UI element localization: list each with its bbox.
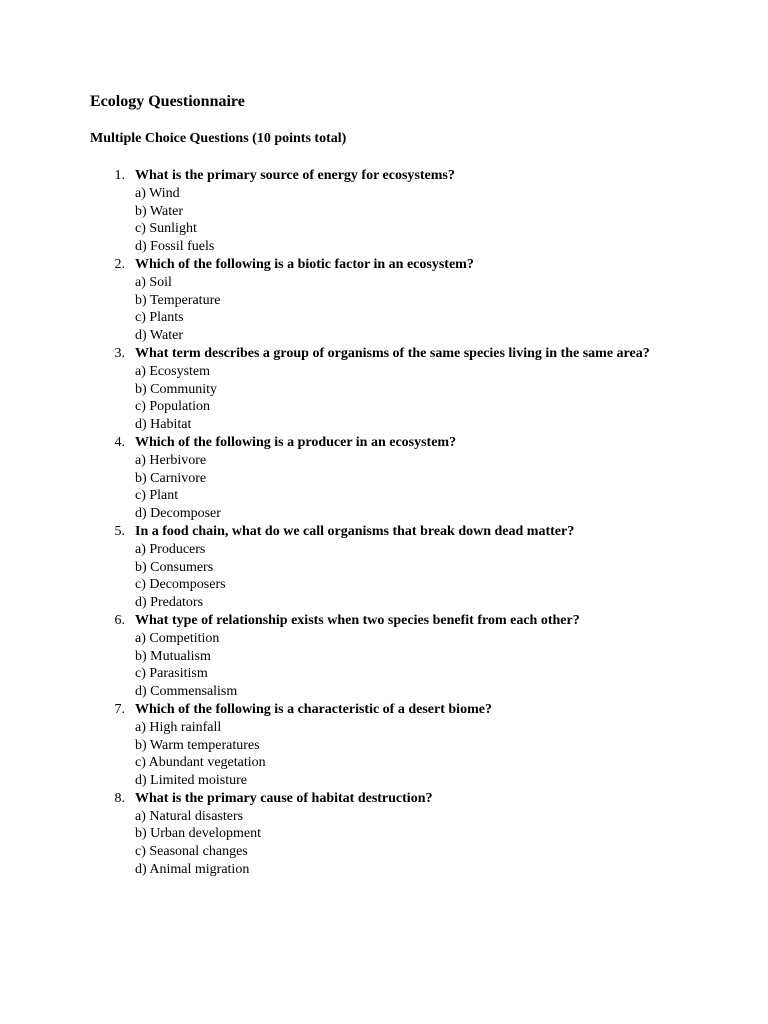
question-number: 3. [114,345,125,361]
question-item [90,523,670,612]
answer-option: d) Water [135,328,183,344]
question-number: 4. [114,434,125,450]
answer-options [135,363,670,434]
question-text: What is the primary cause of habitat destruction? [135,790,433,806]
question-text: What term describes a group of organisms of the same species living in the same area? [135,345,650,361]
section-heading: Multiple Choice Questions (10 points total) [90,131,347,146]
question-text: Which of the following is a producer in an ecosystem? [135,434,457,450]
answer-options [135,541,670,612]
question-item [90,256,670,345]
answer-option: c) Seasonal changes [135,844,248,860]
question-text: Which of the following is a biotic factor in an ecosystem? [135,256,474,272]
answer-option: c) Sunlight [135,221,197,237]
answer-option: a) High rainfall [135,719,222,735]
answer-option: b) Carnivore [135,470,207,486]
question-item [90,345,670,434]
answer-option: a) Natural disasters [135,808,244,824]
answer-options [135,452,670,523]
answer-option: d) Limited moisture [135,773,247,789]
answer-option: b) Mutualism [135,648,211,664]
answer-option: c) Parasitism [135,666,208,682]
answer-option: a) Soil [135,274,172,290]
answer-option: d) Predators [135,595,204,611]
answer-option: c) Population [135,399,211,415]
question-text: Which of the following is a characteristic of a desert biome? [135,701,492,717]
question-item [90,434,670,523]
answer-option: d) Habitat [135,417,192,433]
answer-option: b) Water [135,203,183,219]
question-item [90,167,670,256]
question-text: What is the primary source of energy for ecosystems? [135,168,455,183]
answer-option: b) Consumers [135,559,214,575]
answer-options [135,808,670,879]
answer-option: b) Community [135,381,218,397]
question-item [90,790,670,879]
answer-option: c) Plants [135,310,184,326]
question-number: 6. [114,612,125,628]
question-item [90,701,670,790]
answer-option: c) Plant [135,488,179,504]
question-list [90,167,670,879]
question-number: 2. [114,256,125,272]
answer-option: a) Wind [135,185,180,201]
question-number: 5. [114,523,125,539]
answer-option: a) Herbivore [135,452,207,468]
answer-option: c) Abundant vegetation [135,755,266,771]
question-text: What type of relationship exists when two species benefit from each other? [135,612,580,628]
answer-option: b) Temperature [135,292,221,308]
answer-option: d) Fossil fuels [135,239,215,255]
question-number: 1. [114,168,125,183]
answer-option: a) Ecosystem [135,363,211,379]
document-title: Ecology Questionnaire [90,93,245,110]
answer-options [135,185,670,256]
answer-option: c) Decomposers [135,577,226,593]
answer-options [135,274,670,345]
answer-option: b) Urban development [135,826,261,842]
question-item [90,612,670,701]
answer-option: d) Commensalism [135,684,238,700]
answer-options [135,630,670,701]
answer-option: d) Decomposer [135,506,221,522]
answer-option: a) Producers [135,541,206,557]
question-text: In a food chain, what do we call organisms that break down dead matter? [135,523,575,539]
question-number: 7. [114,701,125,717]
answer-option: d) Animal migration [135,862,250,878]
answer-options [135,719,670,790]
answer-option: a) Competition [135,630,220,646]
question-number: 8. [114,790,125,806]
answer-option: b) Warm temperatures [135,737,260,753]
